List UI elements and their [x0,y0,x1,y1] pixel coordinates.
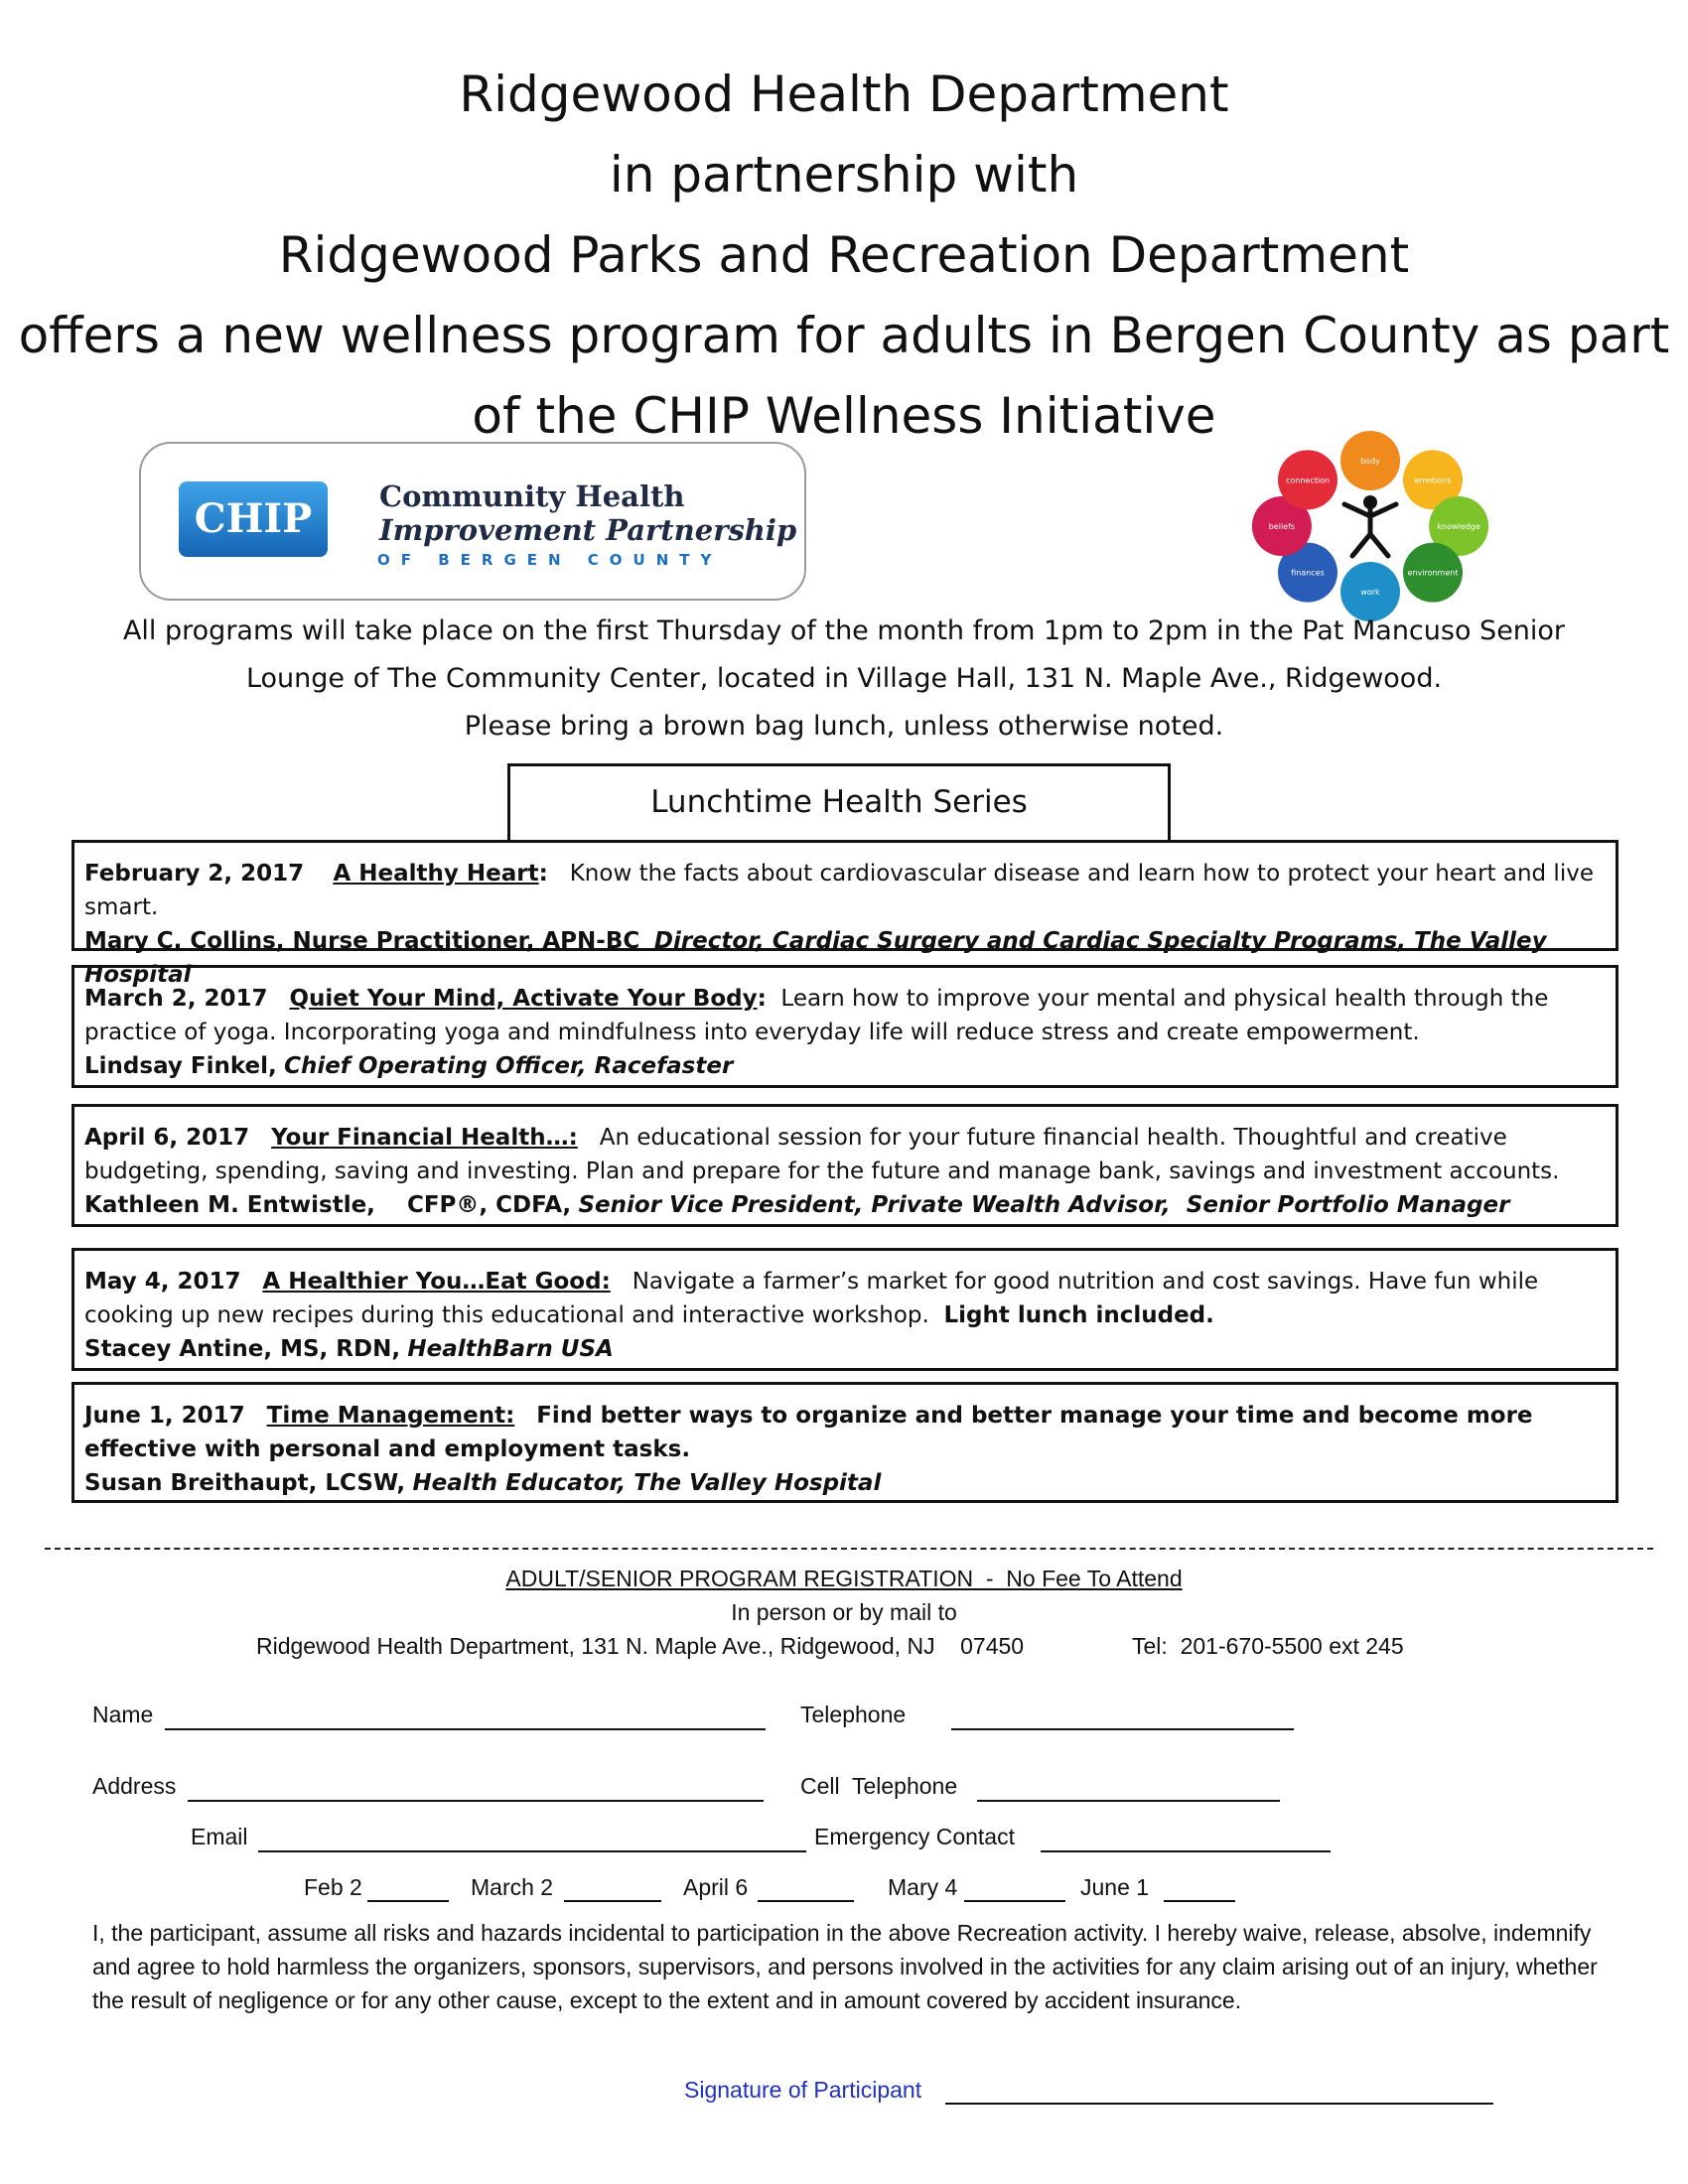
program-topic: A Healthy Heart [333,861,539,887]
title-line: Ridgewood Health Department [459,66,1229,123]
registration-heading-text: ADULT/SENIOR PROGRAM REGISTRATION - No Fee To Attend [505,1566,1183,1591]
page-title [0,55,1688,457]
name-field[interactable] [165,1727,766,1730]
program-box-april [71,1104,1618,1227]
title-line: in partnership with [609,146,1079,204]
program-topic: A Healthier You…Eat Good: [262,1269,611,1295]
chip-name-line1: Community Health [379,479,685,513]
date-option-feb: Feb 2 [304,1874,362,1900]
program-speaker: Susan Breithaupt, LCSW, [84,1470,406,1496]
program-speaker: Lindsay Finkel, [84,1053,277,1079]
cell-telephone-field[interactable] [977,1799,1280,1802]
program-speaker-title: Director, Cardiac Surgery and Cardiac Specialty Programs, The Valley Hospital [84,928,1547,988]
registration-address: Ridgewood Health Department, 131 N. Maple Ave., Ridgewood, NJ 07450 [256,1633,1025,1659]
registration-heading [0,1566,1688,1592]
wheel-label: knowledge [1437,522,1480,531]
title-line: Ridgewood Parks and Recreation Department [278,226,1410,284]
signature-label: Signature of Participant [684,2077,922,2103]
date-option-may: Mary 4 [888,1874,958,1900]
date-option-april: April 6 [683,1874,749,1900]
field-name-label: Name [92,1702,154,1727]
program-speaker: Mary C. Collins, Nurse Practitioner, APN-BC [84,928,640,954]
wheel-label: body [1360,457,1380,466]
wheel-label: environment [1407,568,1459,578]
chip-logo [139,442,806,601]
field-telephone-label: Telephone [800,1702,907,1727]
program-date: May 4, 2017 [84,1269,241,1295]
wheel-label: connection [1285,476,1331,485]
series-title: Lunchtime Health Series [507,763,1171,842]
program-box-may [71,1248,1618,1371]
program-desc: Navigate a farmer’s market for good nutrition and cost savings. Have fun while cooking up new recipes during this educational and interactive workshop. [84,1269,1539,1328]
date-option-june: June 1 [1080,1874,1150,1900]
cut-line [45,1548,1653,1550]
program-topic: Quiet Your Mind, Activate Your Body [289,986,758,1012]
program-box-june [71,1382,1618,1503]
intro-text [0,608,1688,751]
program-speaker-title: Senior Vice President, Private Wealth Advisor, Senior Portfolio Manager [578,1192,1510,1218]
program-desc: An educational session for your future financial health. Thoughtful and creative budgeting, spending, saving and investing. Plan and prepare for the future and manage bank, savings and investment accounts. [84,1125,1560,1184]
date-check-may[interactable] [964,1899,1065,1902]
title-line: of the CHIP Wellness Initiative [472,387,1216,445]
program-desc: Know the facts about cardiovascular disease and learn how to protect your heart and live smart. [84,861,1594,920]
telephone-field[interactable] [951,1727,1294,1730]
program-speaker: Kathleen M. Entwistle, CFP®, CDFA, [84,1192,572,1218]
wheel-label: beliefs [1268,522,1296,531]
program-topic: Your Financial Health…: [271,1125,578,1151]
program-speaker-title: Chief Operating Officer, Racefaster [284,1053,734,1079]
signature-field[interactable] [945,2102,1493,2105]
program-sep: : [538,861,548,887]
date-option-march: March 2 [471,1874,554,1900]
wheel-label: finances [1291,568,1325,578]
wheel-label: emotions [1414,476,1452,485]
intro-line: Please bring a brown bag lunch, unless otherwise noted. [464,711,1224,742]
address-field[interactable] [188,1799,764,1802]
email-field[interactable] [258,1849,806,1852]
chip-badge: CHIP [179,481,328,557]
date-check-june[interactable] [1164,1899,1235,1902]
program-speaker-title: HealthBarn USA [407,1336,614,1362]
field-cell-label: Cell Telephone [800,1773,958,1799]
date-check-april[interactable] [758,1899,854,1902]
program-date: April 6, 2017 [84,1125,250,1151]
date-check-march[interactable] [564,1899,661,1902]
program-box-march [71,965,1618,1088]
registration-tel: Tel: 201-670-5500 ext 245 [1132,1633,1404,1659]
intro-line: Lounge of The Community Center, located in Village Hall, 131 N. Maple Ave., Ridgewood. [245,663,1443,694]
field-emergency-label: Emergency Contact [814,1824,1015,1849]
program-box-february [71,840,1618,988]
emergency-contact-field[interactable] [1041,1849,1331,1852]
intro-line: All programs will take place on the first Thursday of the month from 1pm to 2pm in the Pat Mancuso Senior [122,615,1566,646]
program-desc: Learn how to improve your mental and physical health through the practice of yoga. Incorporating yoga and mindfulness into everyday life will reduce stress and create empowerment. [84,986,1549,1045]
person-icon [1344,495,1396,556]
program-date: March 2, 2017 [84,986,268,1012]
program-speaker-title: Health Educator, The Valley Hospital [412,1470,882,1496]
title-line: offers a new wellness program for adults in Bergen County as part [18,307,1670,364]
field-address-label: Address [92,1773,177,1799]
registration-subheading: In person or by mail to [731,1599,957,1625]
program-sep: : [757,986,767,1012]
field-email-label: Email [191,1824,248,1849]
waiver-text: I, the participant, assume all risks and hazards incidental to participation in the above Recreation activity. I hereby waive, release, absolve, indemnify and agree to hold harmless the organizers, sponsors, supervisors, and persons involved in the activities for any claim arising out of an injury, whether the result of negligence or for any other cause, except to the extent and in amount covered by accident insurance. [92,1920,1598,2013]
wheel-label: work [1360,588,1380,597]
chip-name-line3: OF BERGEN COUNTY [377,551,723,569]
chip-name-line2: Improvement Partnership [379,513,797,547]
program-date: June 1, 2017 [84,1403,245,1429]
program-desc-bold: Find better ways to organize and better manage your time and become more effective with personal and employment tasks. [84,1403,1533,1462]
wellness-wheel-icon [1221,427,1519,625]
date-check-feb[interactable] [367,1899,449,1902]
program-desc-bold: Light lunch included. [943,1302,1214,1328]
program-speaker: Stacey Antine, MS, RDN, [84,1336,401,1362]
program-date: February 2, 2017 [84,861,305,887]
program-topic: Time Management: [266,1403,515,1429]
